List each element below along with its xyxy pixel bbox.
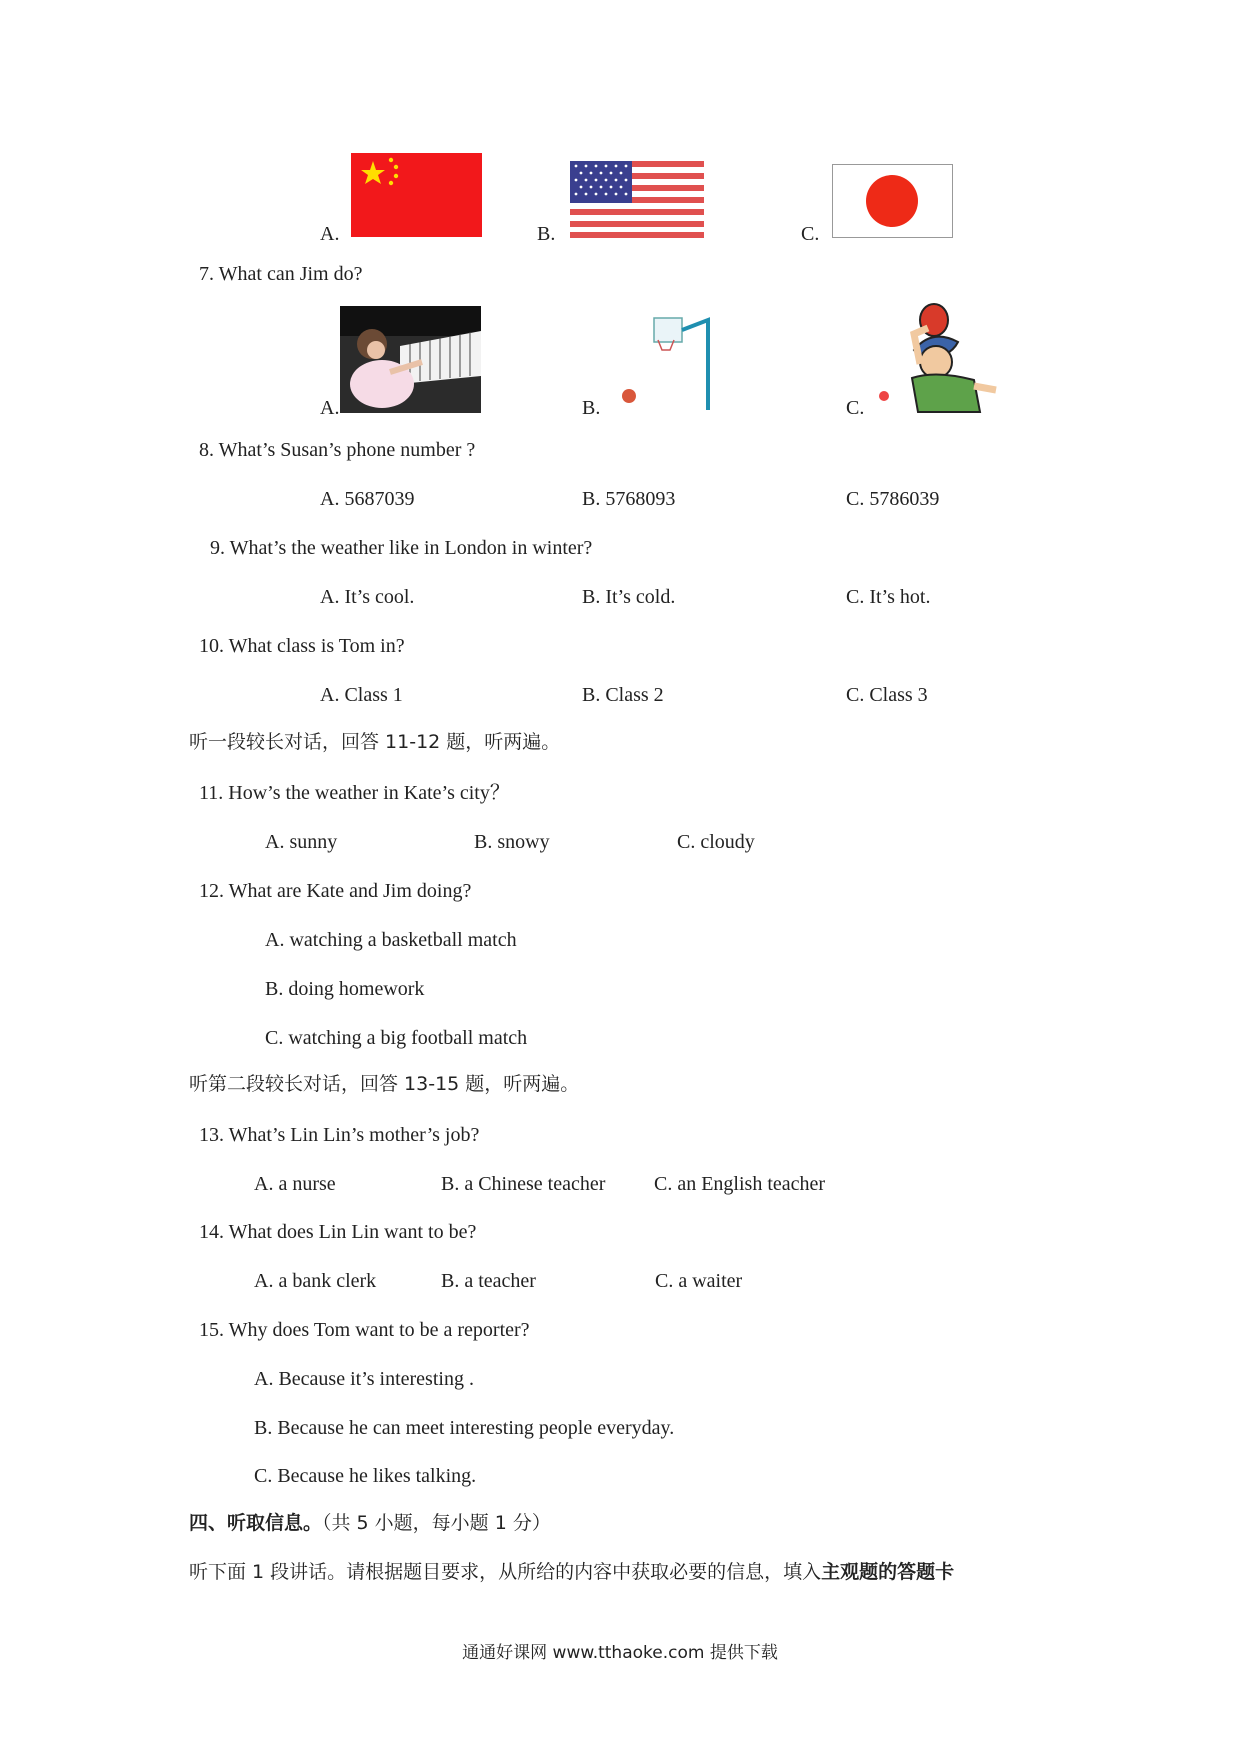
ping-pong-ball — [879, 391, 889, 401]
q12-option-c: C. watching a big football match — [265, 1027, 528, 1049]
q7-option-b-label: B. — [582, 397, 601, 419]
japan-flag-image — [832, 164, 953, 238]
china-flag-small-star-1 — [389, 158, 393, 162]
q9-option-a: A. It’s cool. — [320, 586, 415, 608]
boy-playing-table-tennis-image — [862, 298, 1007, 414]
q8-option-b: B. 5768093 — [582, 488, 676, 510]
china-flag-image — [351, 153, 482, 237]
boy-arm-side — [974, 386, 996, 390]
q14-option-a: A. a bank clerk — [254, 1270, 377, 1292]
q10-option-b: B. Class 2 — [582, 684, 664, 706]
q13-option-b: B. a Chinese teacher — [441, 1173, 606, 1195]
basketball — [622, 389, 636, 403]
q8-option-a: A. 5687039 — [320, 488, 415, 510]
q7-option-c-label: C. — [846, 397, 865, 419]
q15-option-a: A. Because it’s interesting . — [254, 1368, 474, 1390]
q6-option-a-label: A. — [320, 223, 340, 245]
boy-face — [920, 346, 952, 378]
part-4-instruction — [189, 1563, 954, 1582]
q15-option-b: B. Because he can meet interesting people everyday. — [254, 1417, 675, 1439]
q12-option-b: B. doing homework — [265, 978, 425, 1000]
china-flag-small-star-2 — [394, 165, 398, 169]
boy-shirt — [912, 374, 980, 412]
hoop-pole — [682, 320, 708, 410]
q9-option-b: B. It’s cold. — [582, 586, 676, 608]
basketball-hoop-image — [612, 306, 722, 413]
q7-option-a-label: A. — [320, 397, 340, 419]
q11-option-b: B. snowy — [474, 831, 550, 853]
q7-question: 7. What can Jim do? — [199, 263, 363, 285]
part-4-heading — [189, 1514, 551, 1533]
q11-option-a: A. sunny — [265, 831, 338, 853]
q12-question: 12. What are Kate and Jim doing? — [199, 880, 472, 902]
usa-flag-canton — [570, 161, 632, 203]
japan-flag-sun — [866, 175, 918, 227]
q8-question: 8. What’s Susan’s phone number ? — [199, 439, 476, 461]
q14-option-b: B. a teacher — [441, 1270, 536, 1292]
hoop-backboard — [654, 318, 682, 342]
part-4-title: 四、听取信息。 — [189, 1512, 323, 1534]
q13-option-a: A. a nurse — [254, 1173, 336, 1195]
q10-option-a: A. Class 1 — [320, 684, 403, 706]
q9-option-c: C. It’s hot. — [846, 586, 931, 608]
q6-option-b-label: B. — [537, 223, 556, 245]
q6-option-c-label: C. — [801, 223, 820, 245]
q8-option-c: C. 5786039 — [846, 488, 940, 510]
china-flag-small-star-4 — [389, 181, 393, 185]
section-2-instruction: 听第二段较长对话，回答 13-15 题，听两遍。 — [189, 1073, 580, 1095]
q13-question: 13. What’s Lin Lin’s mother’s job? — [199, 1124, 480, 1146]
part-4-note: （共 5 小题，每小题 1 分） — [322, 1512, 551, 1534]
girl-playing-piano-image — [340, 306, 481, 413]
q11-option-c: C. cloudy — [677, 831, 755, 853]
china-flag-field — [351, 153, 482, 237]
part-4-instruction-bold: 主观题的答题卡 — [821, 1561, 955, 1583]
page-footer: 通通好课网 www.tthaoke.com 提供下载 — [462, 1643, 778, 1663]
q15-question: 15. Why does Tom want to be a reporter? — [199, 1319, 530, 1341]
part-4-instruction-text: 听下面 1 段讲话。请根据题目要求，从所给的内容中获取必要的信息，填入 — [189, 1561, 822, 1583]
q13-option-c: C. an English teacher — [654, 1173, 826, 1195]
q14-question: 14. What does Lin Lin want to be? — [199, 1221, 477, 1243]
girl-face — [367, 341, 385, 359]
q11-question: 11. How’s the weather in Kate’s city？ — [199, 782, 510, 804]
usa-flag-image — [570, 161, 704, 238]
q15-option-c: C. Because he likes talking. — [254, 1465, 477, 1487]
china-flag-small-star-3 — [394, 174, 398, 178]
q10-question: 10. What class is Tom in? — [199, 635, 405, 657]
q10-option-c: C. Class 3 — [846, 684, 928, 706]
q12-option-a: A. watching a basketball match — [265, 929, 517, 951]
piano-lid — [340, 306, 481, 336]
q9-question: 9. What’s the weather like in London in winter? — [210, 537, 593, 559]
section-1-instruction: 听一段较长对话，回答 11-12 题，听两遍。 — [189, 731, 561, 753]
q14-option-c: C. a waiter — [655, 1270, 743, 1292]
